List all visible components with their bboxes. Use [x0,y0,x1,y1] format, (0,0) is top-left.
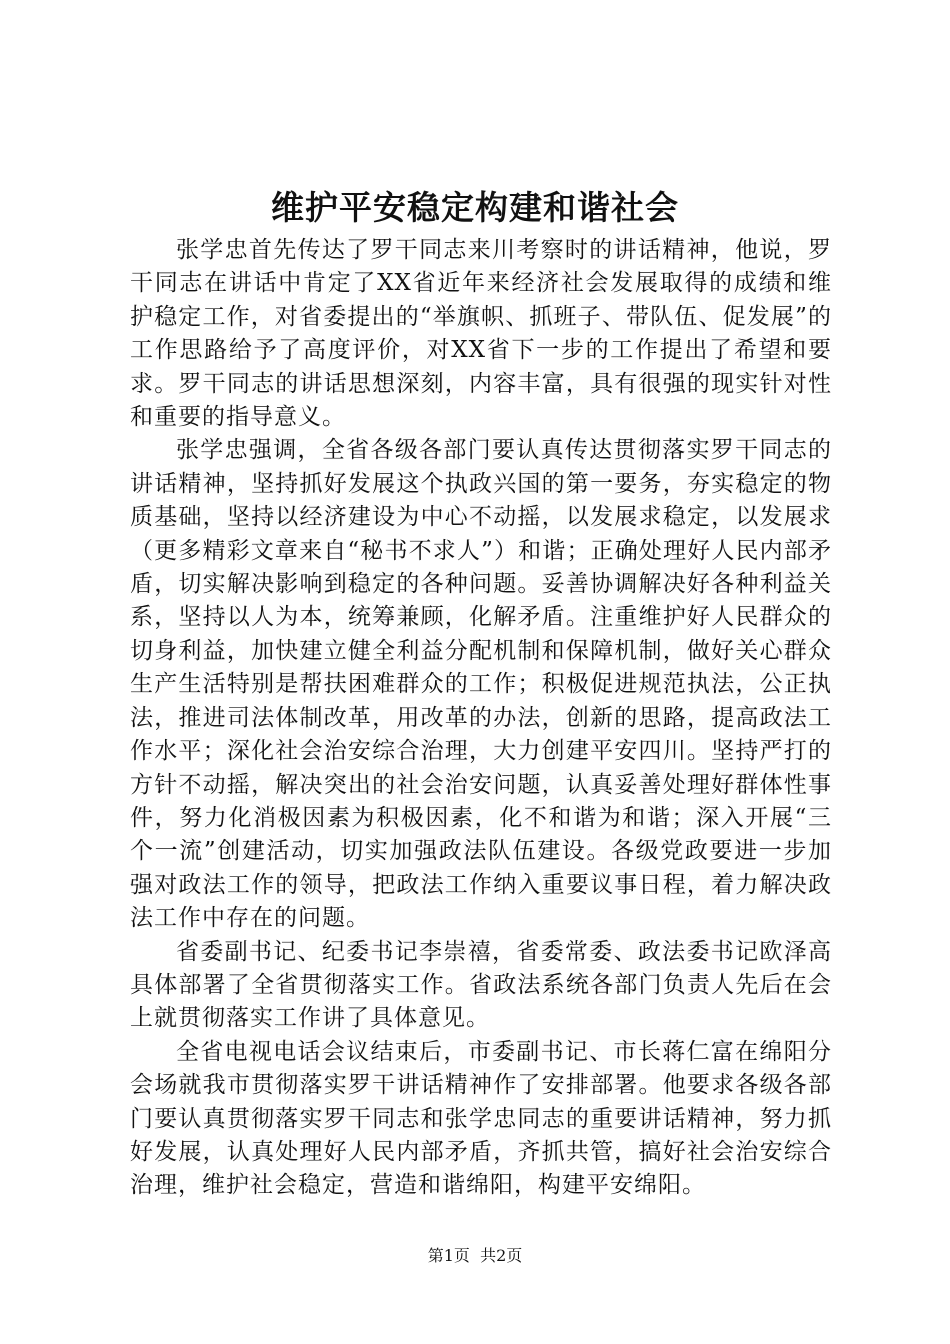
page-number-current: 第1页 [427,1246,470,1265]
paragraph-1: 张学忠首先传达了罗干同志来川考察时的讲话精神，他说，罗干同志在讲话中肯定了XX省近年来经济社会发展取得的成绩和维护稳定工作，对省委提出的“举旗帜、抓班子、带队伍、促发展”的工作思路给予了高度评价，对XX省下一步的工作提出了希望和要求。罗干同志的讲话思想深刻，内容丰富，具有很强的现实针对性和重要的指导意义。 [130,237,832,431]
paragraph-2: 张学忠强调，全省各级各部门要认真传达贯彻落实罗干同志的讲话精神，坚持抓好发展这个执政兴国的第一要务，夯实稳定的物质基础，坚持以经济建设为中心不动摇，以发展求稳定，以发展求（更多精彩文章来自“秘书不求人”）和谐；正确处理好人民内部矛盾，切实解决影响到稳定的各种问题。妥善协调解决好各种利益关系，坚持以人为本，统筹兼顾，化解矛盾。注重维护好人民群众的切身利益，加快建立健全利益分配机制和保障机制，做好关心群众生产生活特别是帮扶困难群众的工作；积极促进规范执法，公正执法，推进司法体制改革，用改革的办法，创新的思路，提高政法工作水平；深化社会治安综合治理，大力创建平安四川。坚持严打的方针不动摇，解决突出的社会治安问题，认真妥善处理好群体性事件，努力化消极因素为积极因素，化不和谐为和谐；深入开展“三个一流”创建活动，切实加强政法队伍建设。各级党政要进一步加强对政法工作的领导，把政法工作纳入重要议事日程，着力解决政法工作中存在的问题。 [130,437,832,932]
page-number-total: 共2页 [480,1246,523,1265]
paragraph-3: 省委副书记、纪委书记李崇禧，省委常委、政法委书记欧泽高具体部署了全省贯彻落实工作。省政法系统各部门负责人先后在会上就贯彻落实工作讲了具体意见。 [130,938,832,1032]
document-body [130,234,832,1203]
document-title: 维护平安稳定构建和谐社会 [271,188,679,227]
page-footer [0,1244,950,1268]
footer-spacer [470,1246,480,1265]
paragraph-4: 全省电视电话会议结束后，市委副书记、市长蒋仁富在绵阳分会场就我市贯彻落实罗干讲话精神作了安排部署。他要求各级各部门要认真贯彻落实罗干同志和张学忠同志的重要讲话精神，努力抓好发展，认真处理好人民内部矛盾，齐抓共管，搞好社会治安综合治理，维护社会稳定，营造和谐绵阳，构建平安绵阳。 [130,1038,832,1199]
